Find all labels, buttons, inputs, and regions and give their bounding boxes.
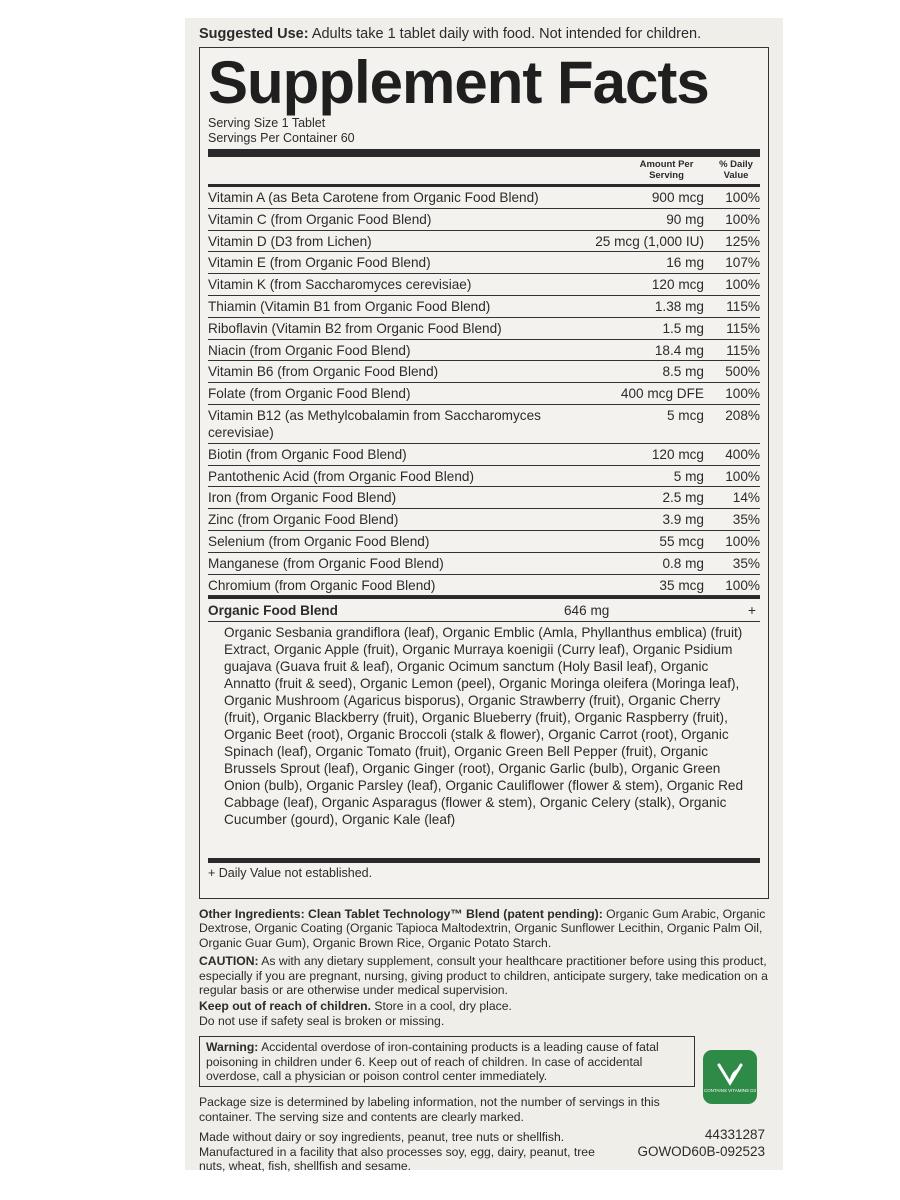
nutrient-name: Iron (from Organic Food Blend) — [208, 490, 397, 506]
other-ingredients: Other Ingredients: Clean Tablet Technology™ Blend (patent pending): Organic Gum Arabic, Organic Dextrose, Organic Coating (Organic Tapioca Maltodextrin, Organic Sunflower Lecithin, Organic Palm Oil, Organic Guar Gum), Organic Brown Rice, Organic Potato Starch. — [199, 907, 766, 950]
nutrient-row — [208, 575, 760, 597]
nutrient-amount: 120 mcg — [651, 446, 704, 462]
nutrient-amount: 1.38 mg — [654, 298, 704, 314]
batch-code: GOWOD60B-092523 — [637, 1144, 765, 1159]
nutrient-amount: 5 mcg — [666, 407, 704, 423]
nutrient-name: Vitamin C (from Organic Food Blend) — [208, 211, 432, 227]
thick-divider — [208, 149, 760, 157]
nutrient-dv: 100% — [725, 468, 760, 484]
nutrient-dv: 115% — [726, 342, 760, 358]
nutrient-dv: 115% — [726, 320, 760, 336]
footnote: + Daily Value not established. — [208, 866, 373, 881]
package-note: Package size is determined by labeling information, not the number of servings in this container. The serving size and contents are clearly marked. — [199, 1095, 660, 1124]
nutrient-name: Manganese (from Organic Food Blend) — [208, 555, 444, 571]
nutrient-row — [208, 405, 760, 444]
nutrient-name: Vitamin E (from Organic Food Blend) — [208, 255, 431, 271]
nutrient-row — [208, 274, 760, 296]
nutrient-row — [208, 361, 760, 383]
suggested-use: Suggested Use: Adults take 1 tablet daily with food. Not intended for children. — [199, 26, 702, 42]
nutrient-name: Folate (from Organic Food Blend) — [208, 386, 411, 402]
servings-per-container: Servings Per Container 60 — [208, 131, 355, 145]
nutrient-name: Vitamin A (as Beta Carotene from Organic Food Blend) — [208, 190, 539, 205]
nutrient-amount: 3.9 mg — [662, 512, 704, 528]
nutrient-dv: 14% — [732, 490, 760, 506]
nutrient-amount: 2.5 mg — [662, 490, 704, 506]
badge-text: CONTAINS VITAMINS D3 — [703, 1088, 757, 1093]
nutrient-amount: 16 mg — [666, 255, 704, 271]
lot-code: 44331287 — [704, 1127, 765, 1142]
nutrient-name: Niacin (from Organic Food Blend) — [208, 342, 411, 358]
leaf-v-icon — [715, 1061, 745, 1087]
nutrient-dv: 100% — [725, 277, 760, 293]
nutrient-row — [208, 252, 760, 274]
nutrient-amount: 35 mcg — [659, 577, 704, 593]
nutrient-row — [208, 383, 760, 405]
nutrient-row — [208, 231, 760, 253]
nutrient-amount: 90 mg — [666, 211, 704, 227]
nutrient-name: Vitamin D (D3 from Lichen) — [208, 233, 372, 249]
nutrient-row — [208, 296, 760, 318]
nutrient-row — [208, 553, 760, 575]
panel-title: Supplement Facts — [208, 49, 709, 116]
iron-warning-box: Warning: Accidental overdose of iron-containing products is a leading cause of fatal poisoning in children under 6. Keep out of reach of children. In case of accidental overdose, call a physician or poison control center immediately. — [199, 1036, 695, 1087]
nutrient-row — [208, 531, 760, 553]
amount-header: Amount Per Serving — [639, 159, 694, 181]
nutrient-row — [208, 187, 760, 209]
supplement-facts-panel — [199, 47, 769, 899]
nutrient-amount: 0.8 mg — [662, 555, 704, 571]
blend-row — [208, 596, 760, 622]
nutrient-dv: 35% — [732, 512, 760, 528]
daily-value-header: % Daily Value — [719, 159, 753, 181]
product-codes — [637, 1126, 765, 1160]
nutrient-name: Riboflavin (Vitamin B2 from Organic Food Blend) — [208, 320, 502, 336]
nutrient-dv: 35% — [732, 555, 760, 571]
nutrient-dv: 100% — [725, 577, 760, 593]
supplement-label — [185, 18, 783, 1174]
nutrient-row — [208, 340, 760, 362]
nutrient-dv: 107% — [725, 255, 760, 271]
keep-out-of-reach: Keep out of reach of children. Store in a cool, dry place. — [199, 999, 512, 1014]
nutrient-dv: 100% — [725, 211, 760, 227]
nutrient-name: Vitamin K (from Saccharomyces cerevisiae) — [208, 277, 472, 293]
serving-size: Serving Size 1 Tablet — [208, 116, 326, 130]
nutrient-dv: 115% — [726, 298, 760, 314]
nutrient-dv: 500% — [725, 364, 760, 380]
nutrient-name: Thiamin (Vitamin B1 from Organic Food Blend) — [208, 298, 491, 314]
column-headers — [208, 157, 760, 187]
safety-seal: Do not use if safety seal is broken or missing. — [199, 1013, 445, 1028]
nutrient-amount: 8.5 mg — [662, 364, 704, 380]
nutrient-dv: 100% — [725, 386, 760, 402]
nutrient-name: Chromium (from Organic Food Blend) — [208, 577, 436, 593]
vitamin-d3-badge — [703, 1050, 757, 1104]
nutrient-name: Vitamin B6 (from Organic Food Blend) — [208, 364, 439, 380]
nutrient-amount: 5 mg — [673, 468, 704, 484]
nutrient-dv: 400% — [725, 446, 760, 462]
nutrient-amount: 1.5 mg — [662, 320, 704, 336]
nutrient-name: Selenium (from Organic Food Blend) — [208, 533, 430, 549]
nutrient-name: Vitamin B12 (as Methylcobalamin from Saccharomyces cerevisiae) — [208, 407, 541, 440]
nutrient-row — [208, 318, 760, 340]
nutrient-amount: 55 mcg — [659, 533, 704, 549]
blend-dv: + — [748, 603, 756, 619]
nutrient-row — [208, 444, 760, 466]
nutrient-dv: 125% — [725, 233, 760, 249]
nutrient-name: Zinc (from Organic Food Blend) — [208, 512, 399, 528]
nutrient-row — [208, 466, 760, 488]
nutrient-row — [208, 209, 760, 231]
nutrient-table — [208, 187, 760, 596]
nutrient-row — [208, 509, 760, 531]
nutrient-amount: 400 mcg DFE — [620, 386, 704, 402]
nutrient-name: Pantothenic Acid (from Organic Food Blend) — [208, 468, 474, 484]
nutrient-row — [208, 487, 760, 509]
nutrient-dv: 100% — [725, 190, 760, 205]
nutrient-dv: 208% — [725, 407, 760, 423]
caution: CAUTION: As with any dietary supplement, consult your healthcare practitioner before using this product, especially if you are pregnant, nursing, giving product to children, anticipate surgery, take medication on a regular basis or are otherwise under medical supervision. — [199, 954, 768, 998]
blend-ingredients: Organic Sesbania grandiflora (leaf), Organic Emblic (Amla, Phyllanthus emblica) (fruit) Extract, Organic Apple (fruit), Organic Murraya koenigii (Curry leaf), Organic Psidium guajava (Guava fruit & leaf), Organic Ocimum sanctum (Holy Basil leaf), Organic Annatto (fruit & seed), Organic Lemon (peel), Organic Moringa oleifera (Moringa leaf), Organic Mushroom (Agaricus bisporus), Organic Strawberry (fruit), Organic Cherry (fruit), Organic Blackberry (fruit), Organic Blueberry (fruit), Organic Raspberry (fruit), Organic Beet (root), Organic Broccoli (stalk & flower), Organic Carrot (root), Organic Spinach (leaf), Organic Tomato (fruit), Organic Green Bell Pepper (fruit), Organic Brussels Sprout (leaf), Organic Ginger (root), Organic Garlic (bulb), Organic Green Onion (bulb), Organic Parsley (leaf), Organic Cauliflower (flower & stem), Organic Red Cabbage (leaf), Organic Asparagus (flower & stem), Organic Celery (stalk), Organic Cucumber (gourd), Organic Kale (leaf) — [224, 625, 744, 828]
allergen-statement: Made without dairy or soy ingredients, peanut, tree nuts or shellfish. Manufactured in a facility that also processes soy, egg, dairy, peanut, tree nuts, wheat, fish, shellfish and sesame. — [199, 1130, 595, 1174]
nutrient-amount: 900 mcg — [651, 190, 704, 205]
nutrient-name: Biotin (from Organic Food Blend) — [208, 446, 407, 462]
nutrient-amount: 120 mcg — [651, 277, 704, 293]
nutrient-amount: 18.4 mg — [654, 342, 704, 358]
blend-name: Organic Food Blend — [208, 603, 338, 619]
nutrient-amount: 25 mcg (1,000 IU) — [595, 233, 704, 249]
blend-amount: 646 mg — [564, 603, 610, 619]
nutrient-dv: 100% — [725, 533, 760, 549]
